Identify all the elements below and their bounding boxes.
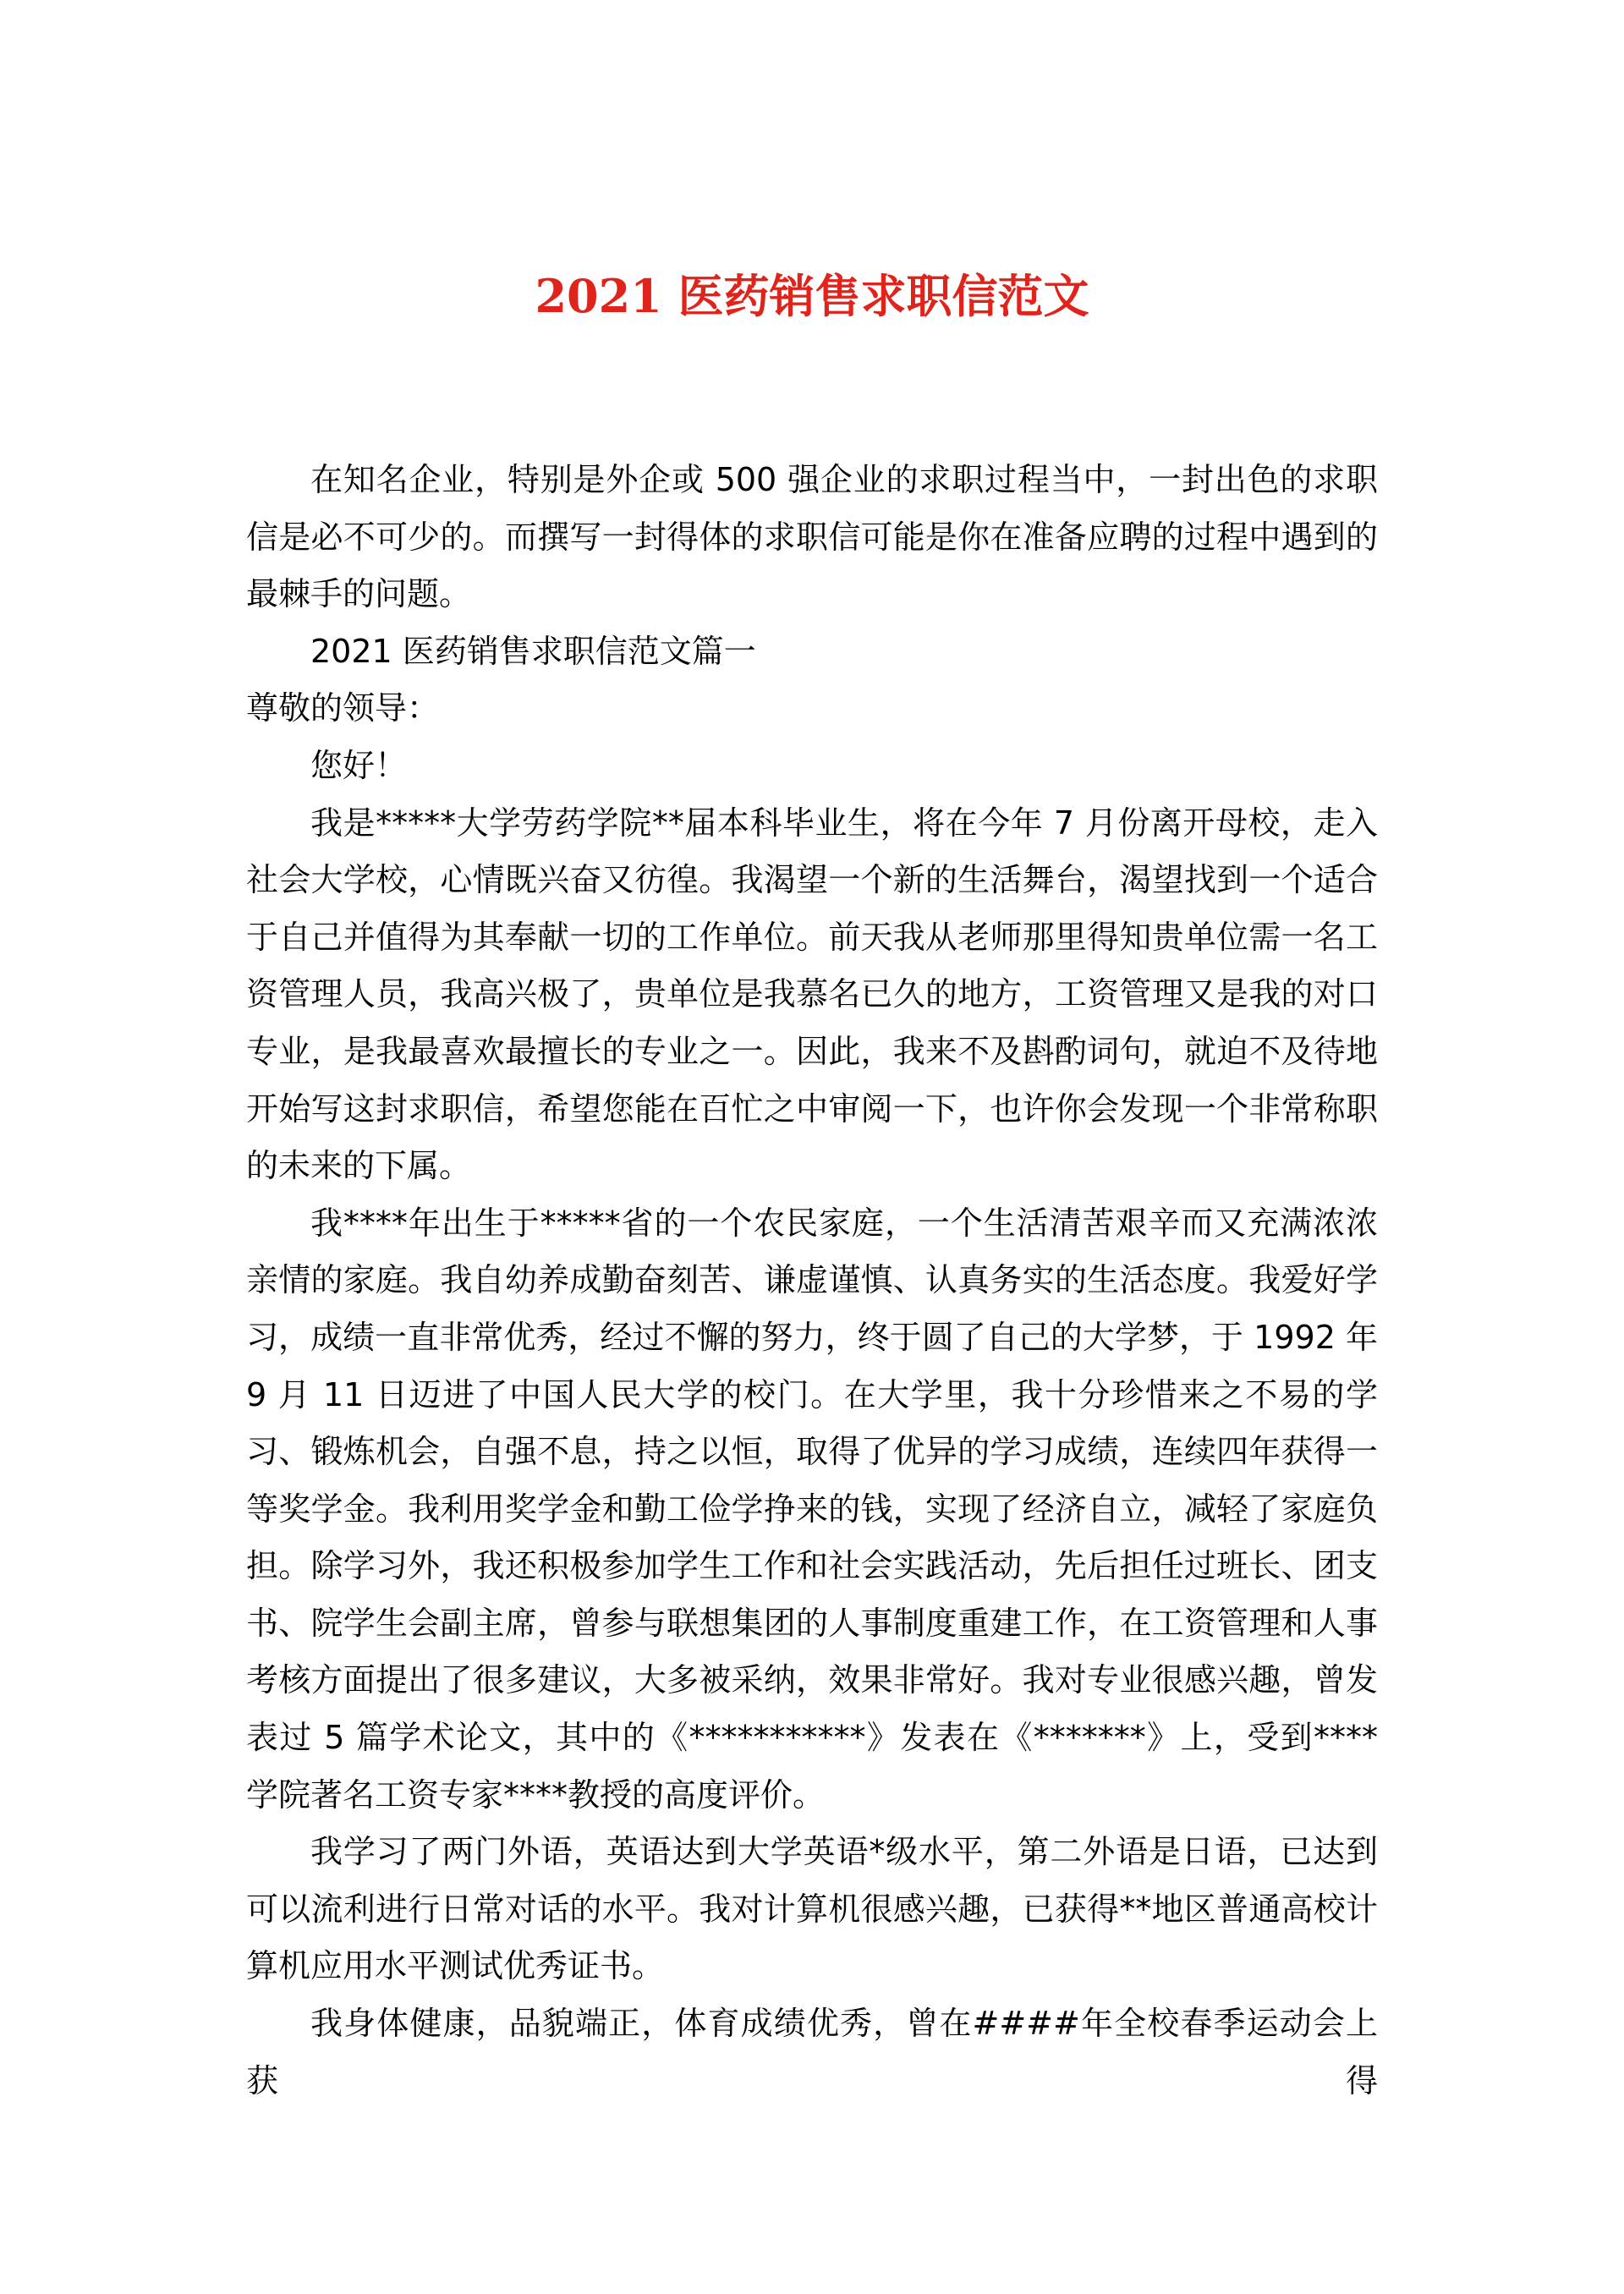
body-paragraph-introduction: 我是*****大学劳药学院**届本科毕业生，将在今年 7 月份离开母校，走入社会大学校，心情既兴奋又彷徨。我渴望一个新的生活舞台，渴望找到一个适合于自己并值得为其奉献一切的工作单位。前天我从老师那里得知贵单位需一名工资管理人员，我高兴极了，贵单位是我慕名已久的地方，工资管理又是我的对口专业，是我最喜欢最擅长的专业之一。因此，我来不及斟酌词句，就迫不及待地开始写这封求职信，希望您能在百忙之中审阅一下，也许你会发现一个非常称职的未来的下属。 <box>246 804 1378 1185</box>
salutation: 尊敬的领导： <box>246 689 440 727</box>
intro-paragraph: 在知名企业，特别是外企或 500 强企业的求职过程当中，一封出色的求职信是必不可少的。而撰写一封得体的求职信可能是你在准备应聘的过程中遇到的最棘手的问题。 <box>246 461 1378 613</box>
section-heading: 2021 医药销售求职信范文篇一 <box>310 632 756 670</box>
body-paragraph-background: 我****年出生于*****省的一个农民家庭，一个生活清苦艰辛而又充满浓浓亲情的家庭。我自幼养成勤奋刻苦、谦虚谨慎、认真务实的生活态度。我爱好学习，成绩一直非常优秀，经过不懈的努力，终于圆了自己的大学梦，于 1992 年 9 月 11 日迈进了中国人民大学的校门。在大学里，我十分珍惜来之不易的学习、锻炼机会，自强不息，持之以恒，取得了优异的学习成绩，连续四年获得一等奖学金。我利用奖学金和勤工俭学挣来的钱，实现了经济自立，减轻了家庭负担。除学习外，我还积极参加学生工作和社会实践活动，先后担任过班长、团支书、院学生会副主席，曾参与联想集团的人事制度重建工作，在工资管理和人事考核方面提出了很多建议，大多被采纳，效果非常好。我对专业很感兴趣，曾发表过 5 篇学术论文，其中的《***********》发表在《*******》上，受到****学院著名工资专家****教授的高度评价。 <box>246 1204 1378 1814</box>
body-paragraph-skills: 我学习了两门外语，英语达到大学英语*级水平，第二外语是日语，已达到可以流利进行日常对话的水平。我对计算机很感兴趣，已获得**地区普通高校计算机应用水平测试优秀证书。 <box>246 1833 1378 1985</box>
document-title: 2021 医药销售求职信范文 <box>535 269 1089 323</box>
greeting: 您好！ <box>310 746 408 784</box>
document-body <box>246 452 1378 2110</box>
body-paragraph-health: 我身体健康，品貌端正，体育成绩优秀，曾在####年全校春季运动会上获得 <box>246 2005 1378 2099</box>
